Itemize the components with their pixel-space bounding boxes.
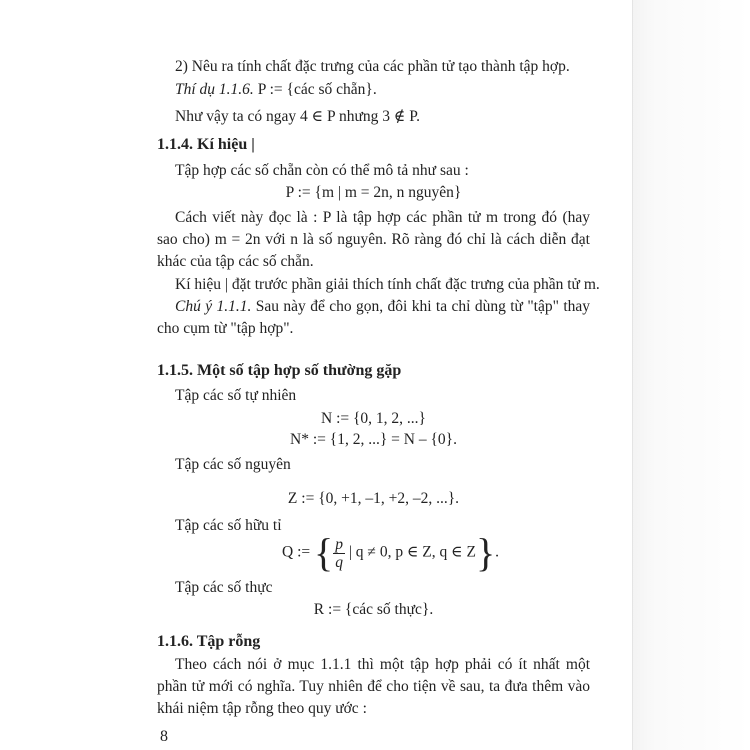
formula-q-left: Q := [282, 543, 314, 561]
section-heading-1-1-6: 1.1.6. Tập rỗng [157, 633, 261, 650]
text-line: Tập các số nguyên [175, 456, 291, 473]
formula-q-condition: | q ≠ 0, p ∈ Z, q ∈ Z [344, 543, 476, 561]
note-label: Chú ý 1.1.1. [175, 298, 252, 315]
text-line: Cách viết này đọc là : P là tập hợp các phần tử m trong đó (hay [175, 209, 590, 226]
note-line [175, 298, 590, 316]
example-line [175, 81, 377, 99]
text-line: Như vậy ta có ngay 4 ∈ P nhưng 3 ∉ P. [175, 108, 420, 125]
formula-r: R := {các số thực}. [313, 601, 434, 618]
text-line: phần tử mới có nghĩa. Tuy nhiên để cho tiện về sau, ta đưa thêm vào [157, 678, 590, 695]
formula-q: Q := { $\frac{p}{q}$ | q ≠ 0, p ∈ Z, q ∈ Z}. [282, 530, 500, 575]
example-label: Thí dụ 1.1.6. [175, 81, 254, 98]
note-text: Sau này để cho gọn, đôi khi ta chỉ dùng từ "tập" thay [251, 298, 591, 315]
text-line: Tập các số thực [175, 579, 273, 596]
formula-n-star: N* := {1, 2, ...} = N – {0}. [290, 431, 457, 448]
text-line: khác của tập các số chẵn. [157, 253, 314, 270]
text-line: Kí hiệu | đặt trước phần giải thích tính chất đặc trưng của phần tử m. [175, 276, 600, 293]
example-text: P := {các số chẵn}. [253, 81, 377, 98]
formula-z: Z := {0, +1, –1, +2, –2, ...}. [287, 490, 460, 507]
section-heading-1-1-4: 1.1.4. Kí hiệu | [157, 136, 255, 153]
text-line: cho cụm từ "tập hợp". [157, 320, 294, 337]
page-edge-line [632, 0, 633, 750]
formula-n: N := {0, 1, 2, ...} [321, 410, 426, 427]
section-heading-1-1-5: 1.1.5. Một số tập hợp số thường gặp [157, 362, 402, 379]
text-line: Tập các số hữu tỉ [175, 517, 282, 534]
text-line: khái niệm tập rỗng theo quy ước : [157, 700, 367, 717]
denominator: q [335, 553, 343, 571]
text-line: sao cho) m = 2n với n là số nguyên. Rõ ràng đó chỉ là cách diễn đạt [157, 231, 590, 248]
text-line: Tập các số tự nhiên [175, 387, 297, 404]
page-edge-shadow [632, 0, 750, 750]
text-line: 2) Nêu ra tính chất đặc trưng của các phần tử tạo thành tập hợp. [175, 58, 570, 75]
page-number: 8 [160, 728, 168, 745]
fraction [333, 536, 345, 571]
numerator: p [335, 535, 343, 553]
formula-p: P := {m | m = 2n, n nguyên} [285, 184, 462, 201]
text-line: Theo cách nói ở mục 1.1.1 thì một tập hợp phải có ít nhất một [175, 656, 590, 673]
text-line: Tập hợp các số chẵn còn có thể mô tả như sau : [175, 162, 469, 179]
